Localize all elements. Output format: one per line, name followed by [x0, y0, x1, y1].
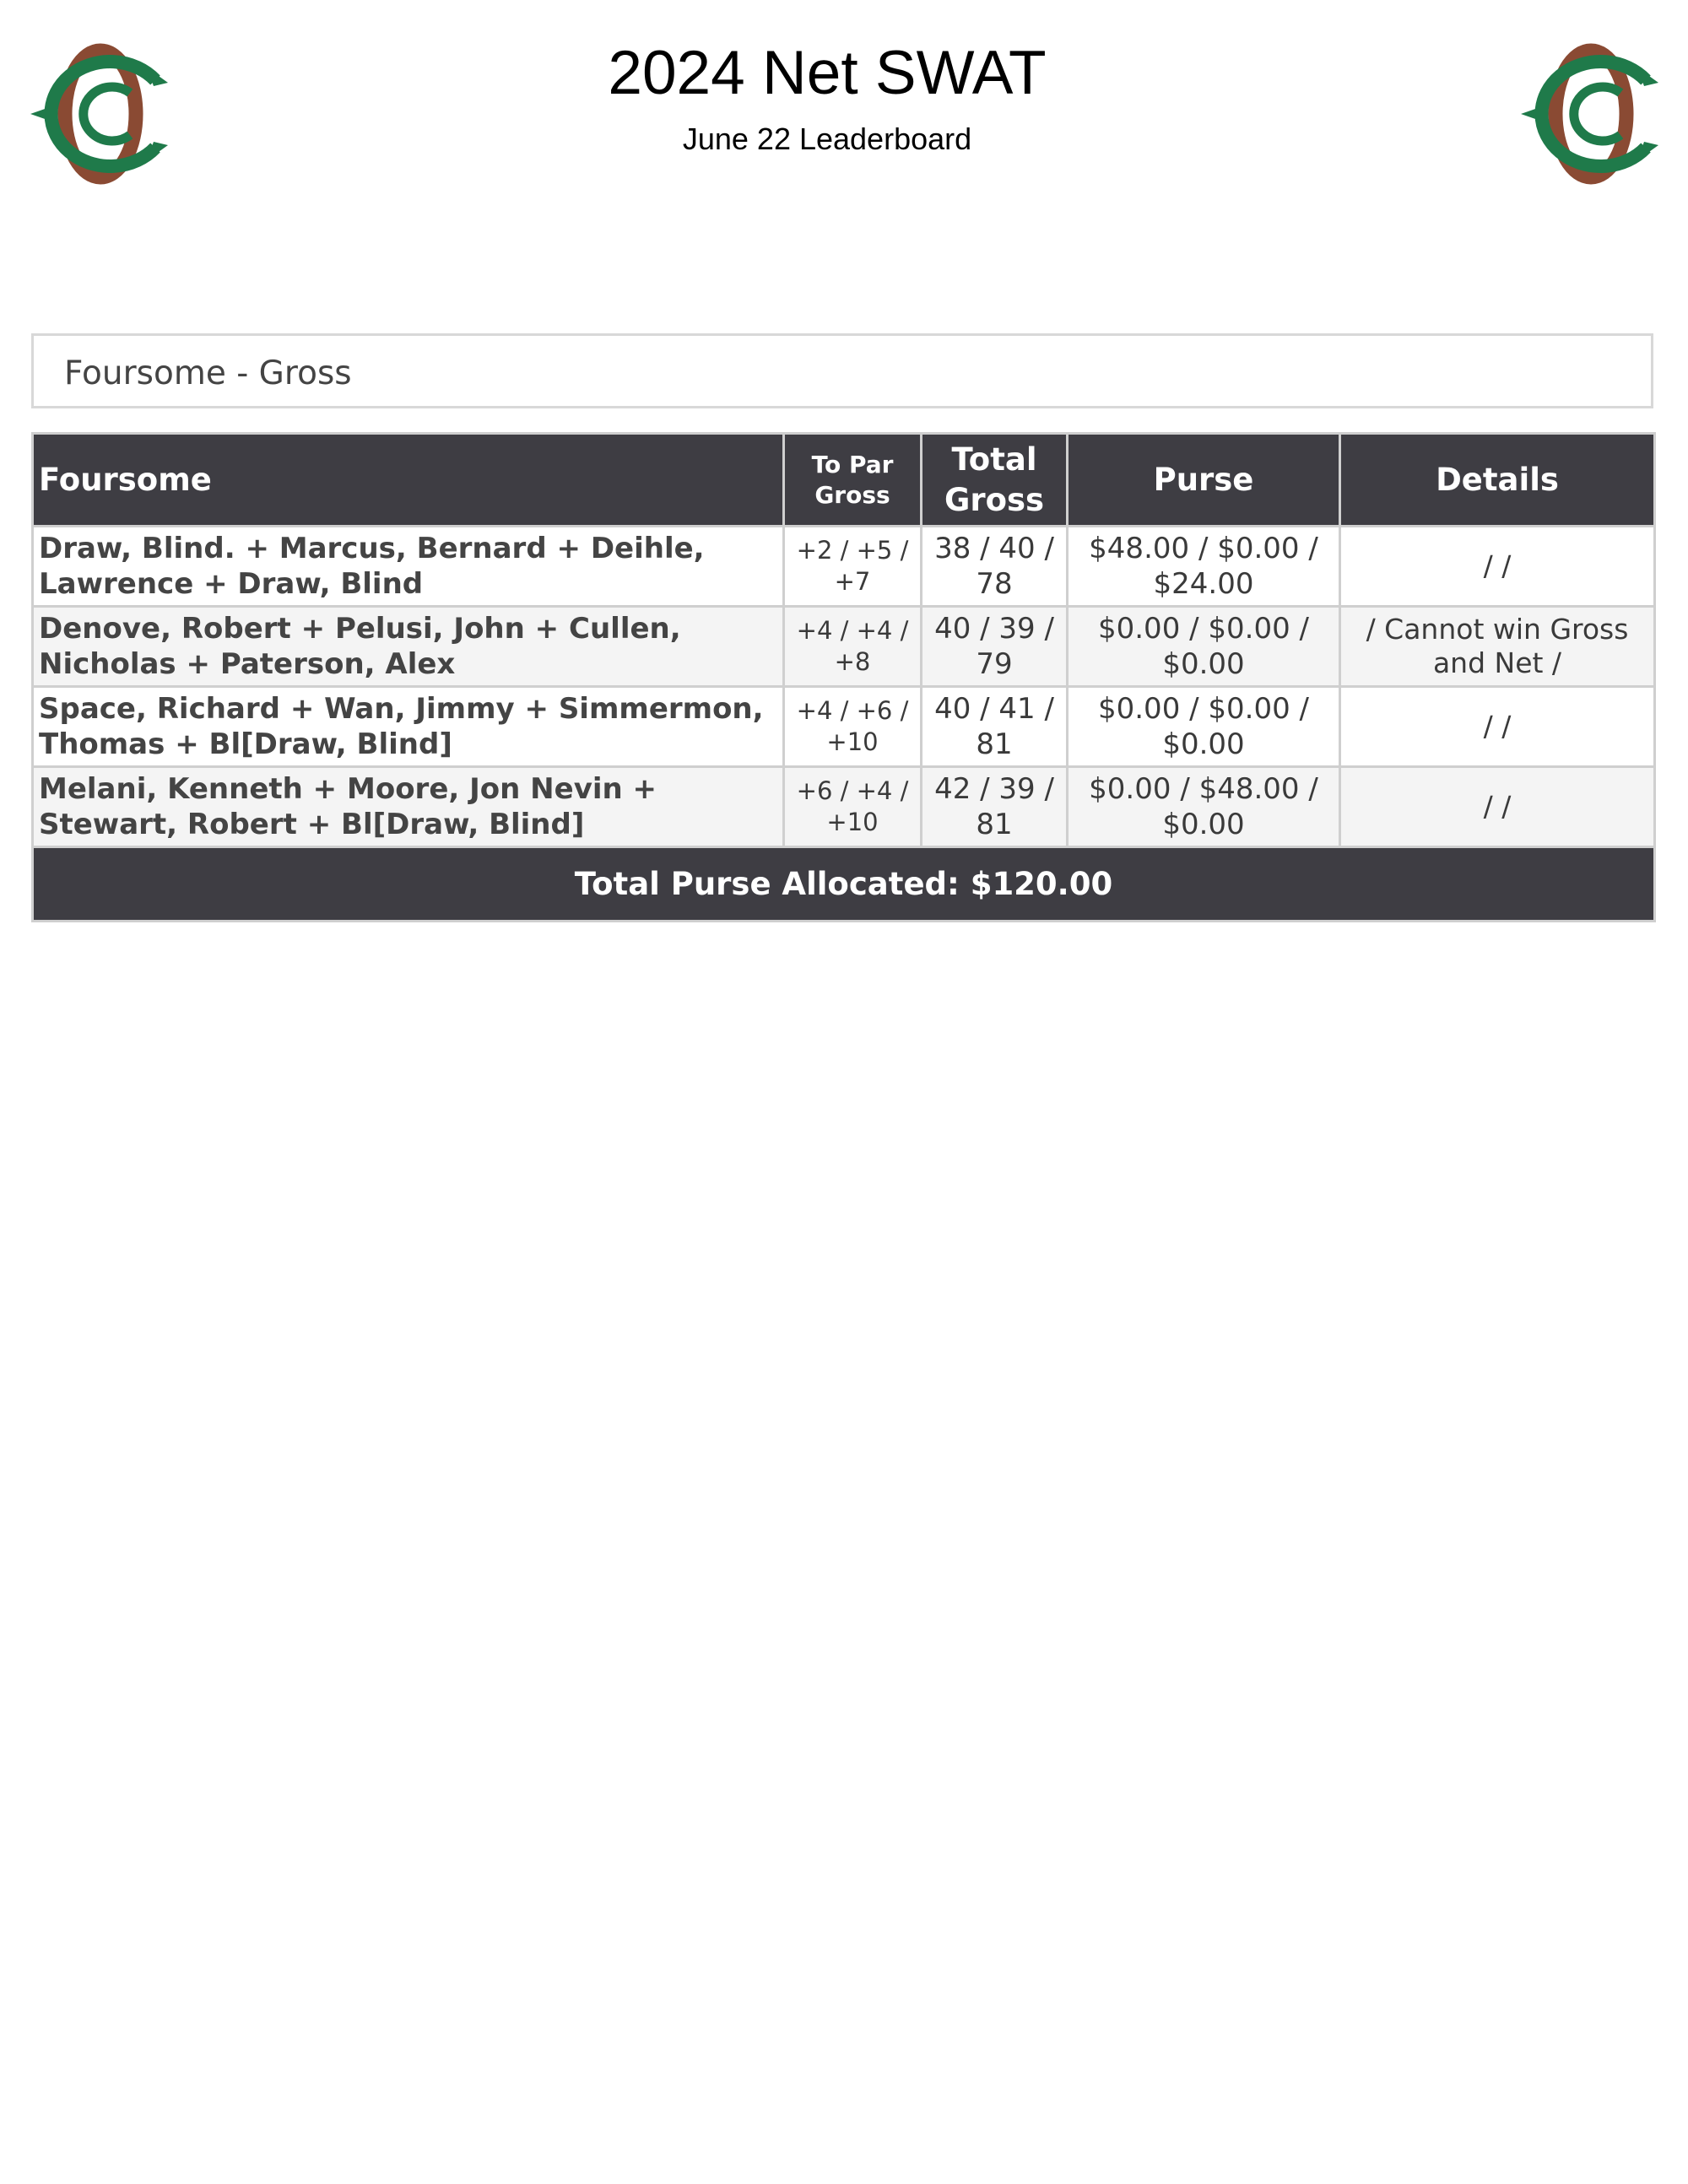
club-logo-left — [29, 42, 172, 186]
club-monogram-logo-icon — [29, 42, 172, 186]
table-row — [33, 687, 1655, 767]
total-gross-cell: 38 / 40 / 78 — [922, 527, 1068, 607]
to-par-cell: +4 / +6 / +10 — [784, 687, 922, 767]
to-par-cell: +2 / +5 / +7 — [784, 527, 922, 607]
page-header — [338, 38, 1317, 158]
page-title: 2024 Net SWAT — [608, 39, 1047, 107]
total-purse-allocated: Total Purse Allocated: $120.00 — [33, 847, 1655, 922]
club-logo-right — [1519, 42, 1663, 186]
details-cell: / / — [1340, 527, 1655, 607]
table-row — [33, 607, 1655, 687]
purse-cell: $48.00 / $0.00 / $24.00 — [1068, 527, 1340, 607]
foursome-cell: Space, Richard + Wan, Jimmy + Simmermon, Thomas + Bl[Draw, Blind] — [33, 687, 784, 767]
table-header-row — [33, 434, 1655, 527]
column-header-to-par-line2: Gross — [814, 480, 890, 509]
foursome-cell: Melani, Kenneth + Moore, Jon Nevin + Stewart, Robert + Bl[Draw, Blind] — [33, 767, 784, 847]
section-title: Foursome - Gross — [64, 354, 352, 392]
section-header — [31, 333, 1653, 408]
purse-cell: $0.00 / $0.00 / $0.00 — [1068, 687, 1340, 767]
table-row — [33, 527, 1655, 607]
foursome-cell: Draw, Blind. + Marcus, Bernard + Deihle, Lawrence + Draw, Blind — [33, 527, 784, 607]
total-gross-cell: 42 / 39 / 81 — [922, 767, 1068, 847]
column-header-total-gross — [922, 434, 1068, 527]
column-header-to-par-gross — [784, 434, 922, 527]
club-monogram-logo-icon — [1519, 42, 1663, 186]
column-header-total-line2: Gross — [944, 481, 1045, 518]
column-header-details: Details — [1340, 434, 1655, 527]
purse-cell: $0.00 / $48.00 / $0.00 — [1068, 767, 1340, 847]
page-subtitle: June 22 Leaderboard — [682, 122, 972, 156]
column-header-purse: Purse — [1068, 434, 1340, 527]
to-par-cell: +4 / +4 / +8 — [784, 607, 922, 687]
details-cell: / / — [1340, 767, 1655, 847]
leaderboard-table — [31, 432, 1656, 922]
total-gross-cell: 40 / 41 / 81 — [922, 687, 1068, 767]
details-cell: / Cannot win Gross and Net / — [1340, 607, 1655, 687]
column-header-total-line1: Total — [951, 441, 1037, 478]
purse-cell: $0.00 / $0.00 / $0.00 — [1068, 607, 1340, 687]
table-footer-row — [33, 847, 1655, 922]
total-gross-cell: 40 / 39 / 79 — [922, 607, 1068, 687]
column-header-to-par-line1: To Par — [811, 450, 894, 478]
to-par-cell: +6 / +4 / +10 — [784, 767, 922, 847]
foursome-cell: Denove, Robert + Pelusi, John + Cullen, Nicholas + Paterson, Alex — [33, 607, 784, 687]
details-cell: / / — [1340, 687, 1655, 767]
column-header-foursome: Foursome — [33, 434, 784, 527]
table-row — [33, 767, 1655, 847]
